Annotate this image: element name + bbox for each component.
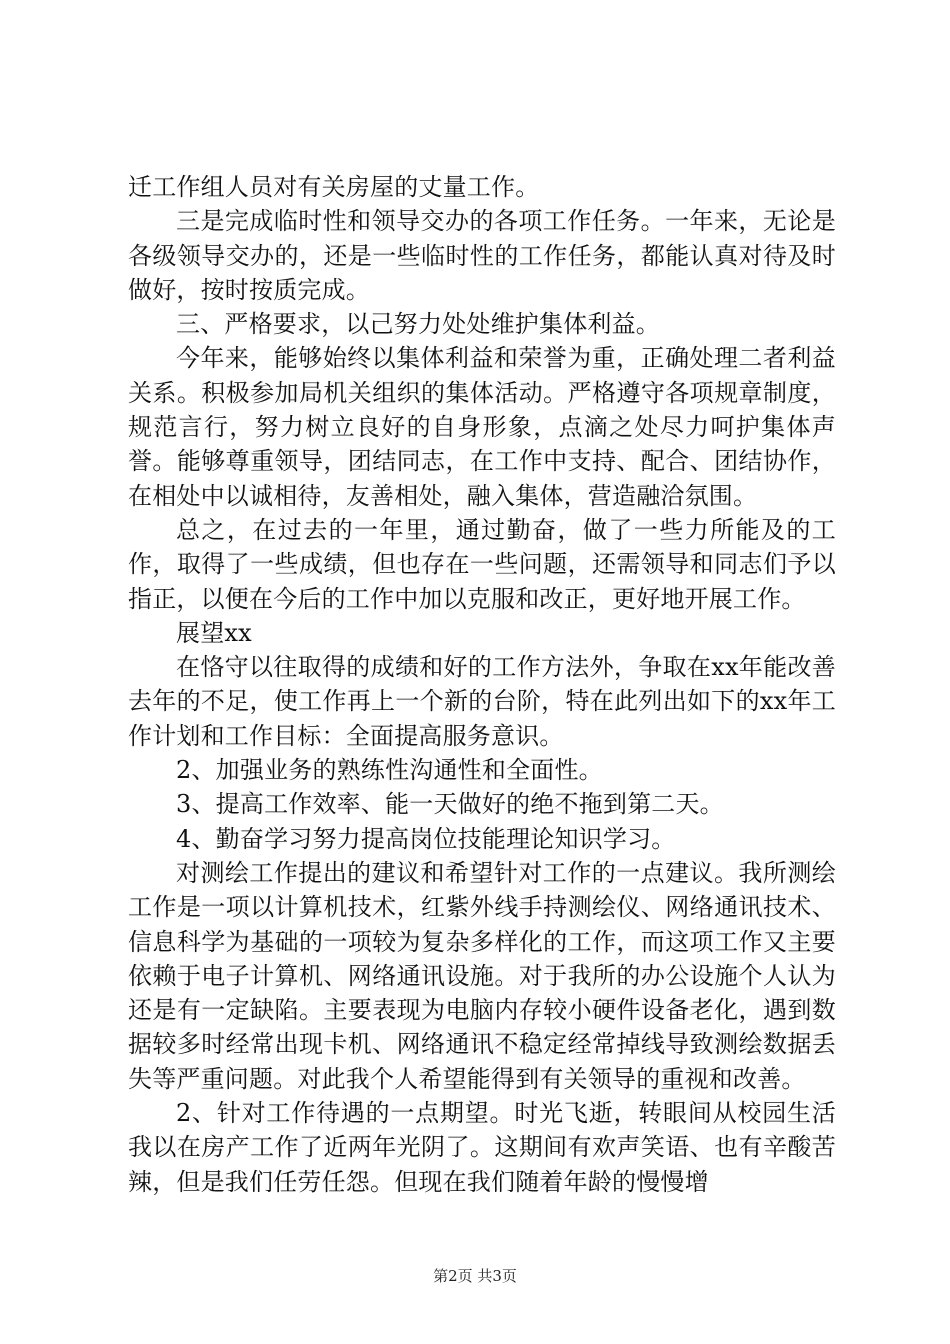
paragraph-3: 三、严格要求，以己努力处处维护集体利益。 [176,310,660,339]
paragraph-11: 对测绘工作提出的建议和希望针对工作的一点建议。我所测绘工作是一项以计算机技术，红紫外线手持测绘仪、网络通讯技术、信息科学为基础的一项较为复杂多样化的工作，而这项工作又主要依赖于电子计算机、网络通讯设施。对于我所的办公设施个人认为还是有一定缺陷。主要表现为电脑内存较小硬件设备老化，遇到数据较多时经常出现卡机、网络通讯不稳定经常掉线导致测绘数据丢失等严重问题。对此我个人希望能得到有关领导的重视和改善。 [128,858,836,1093]
paragraph-8: 2、加强业务的熟练性沟通性和全面性。 [176,756,603,785]
paragraph-1: 迁工作组人员对有关房屋的丈量工作。 [128,173,540,201]
paragraph-7: 在恪守以往取得的成绩和好的工作方法外，争取在xx年能改善去年的不足，使工作再上一个新的台阶，特在此列出如下的xx年工作计划和工作目标：全面提高服务意识。 [128,653,836,750]
paragraph-10: 4、勤奋学习努力提高岗位技能理论知识学习。 [176,824,676,853]
page-footer: 第2页 共3页 [433,1267,517,1285]
paragraph-4: 今年来，能够始终以集体利益和荣誉为重，正确处理二者利益关系。积极参加局机关组织的集体活动。严格遵守各项规章制度，规范言行，努力树立良好的自身形象，点滴之处尽力呵护集体声誉。能够尊重领导，团结同志，在工作中支持、配合、团结协作，在相处中以诚相待，友善相处，融入集体，营造融洽氛围。 [128,344,836,510]
paragraph-6: 展望xx [176,618,252,647]
paragraph-9: 3、提高工作效率、能一天做好的绝不拖到第二天。 [176,790,724,819]
paragraph-5: 总之，在过去的一年里，通过勤奋，做了一些力所能及的工作，取得了一些成绩，但也存在一些问题，还需领导和同志们予以指正，以便在今后的工作中加以克服和改正，更好地开展工作。 [128,515,836,613]
paragraph-12: 2、针对工作待遇的一点期望。时光飞逝，转眼间从校园生活我以在房产工作了近两年光阴了。这期间有欢声笑语、也有辛酸苦辣，但是我们任劳任怨。但现在我们随着年龄的慢慢增 [128,1099,836,1196]
document-body [128,170,836,1199]
paragraph-2: 三是完成临时性和领导交办的各项工作任务。一年来，无论是各级领导交办的，还是一些临时性的工作任务，都能认真对待及时做好，按时按质完成。 [128,207,836,304]
